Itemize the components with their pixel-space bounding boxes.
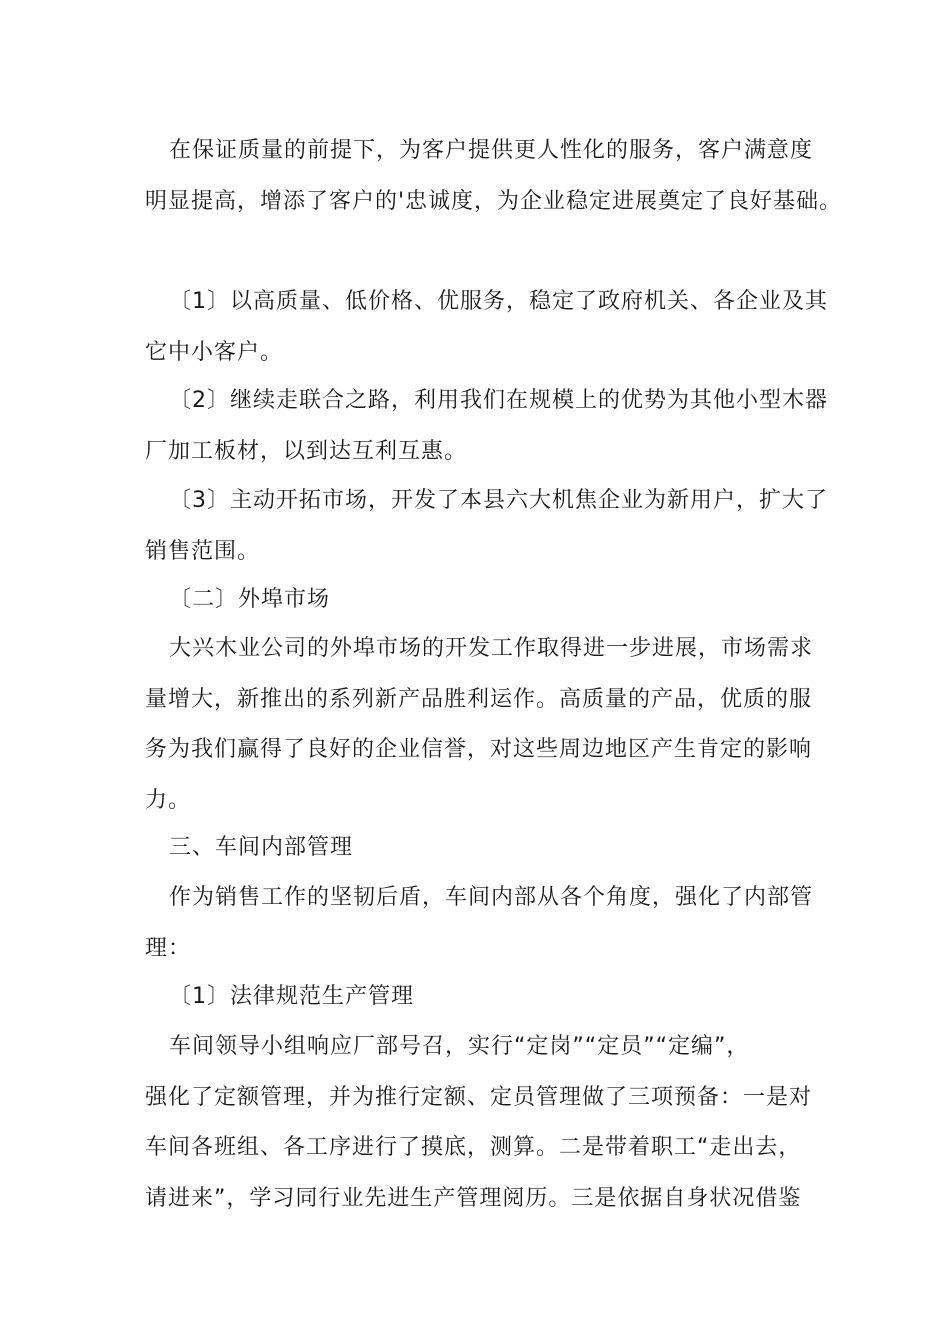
text-line: 强化了定额管理，并为推行定额、定员管理做了三项预备：一是对 bbox=[145, 1084, 813, 1110]
paragraph-external-market bbox=[145, 624, 825, 826]
text-line: 请进来”，学习同行业先进生产管理阅历。三是依据自身状况借鉴 bbox=[145, 1185, 802, 1211]
section-heading-workshop bbox=[145, 823, 825, 874]
text-line: 车间各班组、各工序进行了摸底，测算。二是带着职工“走出去， bbox=[145, 1135, 802, 1160]
text-line: 〔1〕以高质量、低价格、优服务，稳定了政府机关、各企业及其 bbox=[169, 289, 828, 314]
text-line: 车间领导小组响应厂部号召，实行“定岗”“定员”“定编”， bbox=[169, 1034, 750, 1059]
text-line: 〔2〕继续走联合之路，利用我们在规模上的优势为其他小型木器 bbox=[169, 388, 828, 413]
paragraph-legal bbox=[145, 1022, 825, 1224]
section-heading-external-market bbox=[145, 575, 825, 626]
text-line: 销售范围。 bbox=[145, 538, 261, 564]
heading-text: 〔二〕外埠市场 bbox=[169, 587, 331, 612]
section-heading-legal bbox=[145, 972, 825, 1023]
paragraph-workshop bbox=[145, 873, 825, 974]
text-line: 作为销售工作的坚韧后盾，车间内部从各个角度，强化了内部管 bbox=[169, 885, 814, 910]
text-line: 理： bbox=[145, 935, 192, 961]
paragraph-item-2 bbox=[145, 376, 828, 477]
text-line: 务为我们赢得了良好的企业信誉，对这些周边地区产生肯定的影响 bbox=[145, 737, 813, 762]
text-line: 明显提高，增添了客户的'忠诚度，为企业稳定进展奠定了良好基础。 bbox=[145, 188, 843, 214]
text-line: 它中小客户。 bbox=[145, 339, 284, 365]
text-line: 〔3〕主动开拓市场，开发了本县六大机焦企业为新用户，扩大了 bbox=[169, 488, 828, 513]
paragraph-intro bbox=[145, 126, 843, 227]
text-line: 在保证质量的前提下，为客户提供更人性化的服务，客户满意度 bbox=[169, 138, 814, 163]
text-line: 厂加工板材，以到达互利互惠。 bbox=[145, 438, 468, 464]
paragraph-item-3 bbox=[145, 476, 828, 577]
text-line: 力。 bbox=[145, 787, 192, 813]
paragraph-item-1 bbox=[145, 277, 828, 378]
text-line: 量增大，新推出的系列新产品胜利运作。高质量的产品，优质的服 bbox=[145, 686, 813, 712]
heading-text: 〔1〕法律规范生产管理 bbox=[169, 984, 414, 1009]
text-line: 大兴木业公司的外埠市场的开发工作取得进一步进展，市场需求 bbox=[169, 636, 814, 661]
heading-text: 三、车间内部管理 bbox=[169, 835, 354, 860]
